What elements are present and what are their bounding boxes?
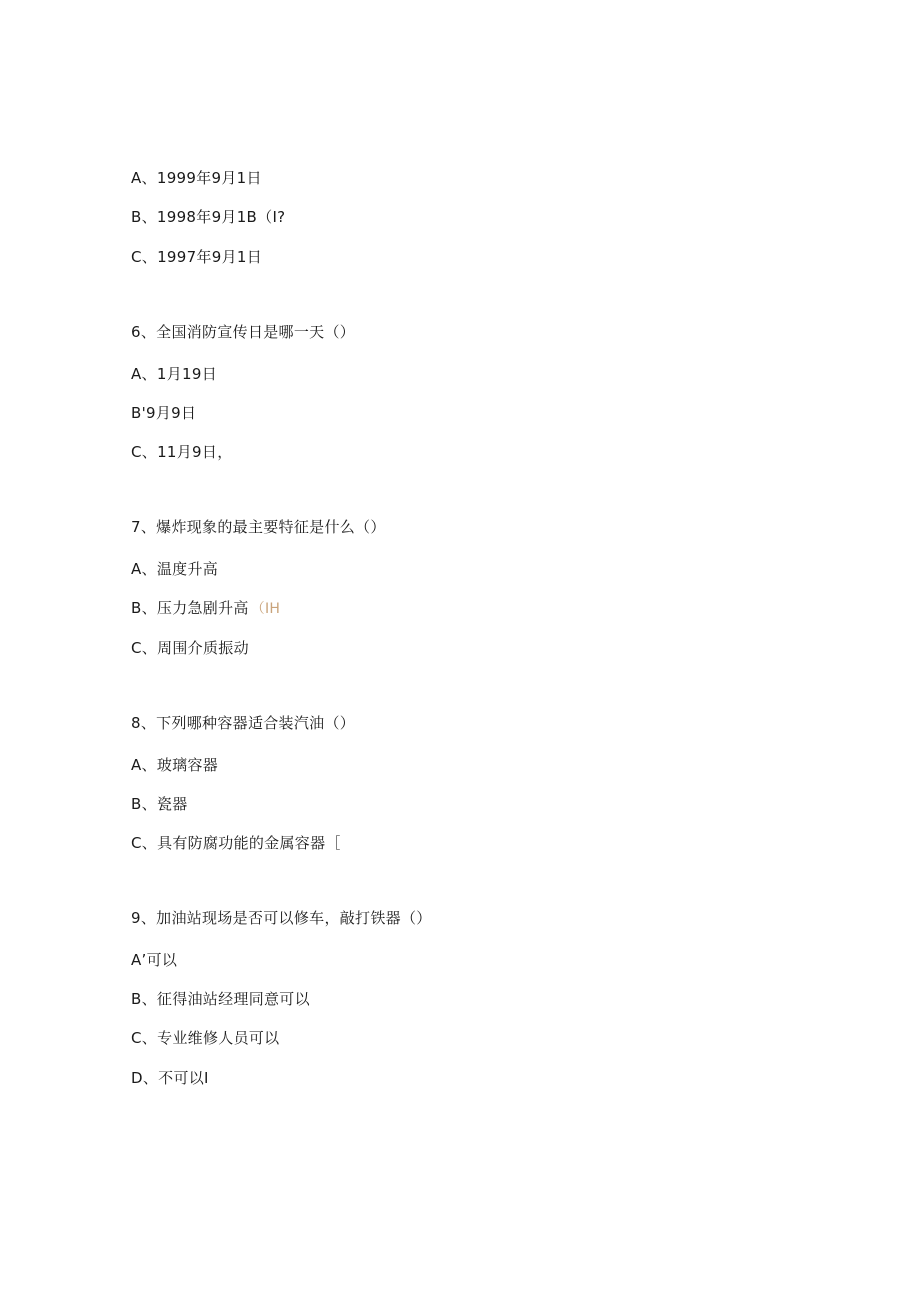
q9-option-a: A’可以: [131, 951, 178, 969]
q5-option-c: C、1997年9月1日: [131, 248, 263, 266]
q6-question: 6、全国消防宣传日是哪一天（）: [131, 323, 356, 341]
q6-option-b: B'9月9日: [131, 404, 197, 422]
answer-mark: （IH: [250, 601, 281, 617]
q8-question: 8、下列哪种容器适合装汽油（）: [131, 714, 356, 732]
q6-option-c: C、11月9日，: [131, 443, 233, 461]
q8-option-a: A、玻璃容器: [131, 756, 219, 774]
q6-option-a: A、1月19日: [131, 365, 217, 383]
q7-option-c: C、周围介质振动: [131, 639, 249, 657]
q8-option-c: C、具有防腐功能的金属容器［: [131, 834, 341, 852]
q8-option-b: B、瓷器: [131, 795, 188, 813]
q7-option-a: A、温度升高: [131, 560, 219, 578]
q7-option-b: B、压力急剧升高: [131, 599, 249, 617]
q5-option-a: A、1999年9月1日: [131, 169, 262, 187]
q9-question: 9、加油站现场是否可以修车，敲打铁器（）: [131, 909, 432, 927]
q9-option-d: D、不可以I: [131, 1069, 209, 1087]
q7-question: 7、爆炸现象的最主要特征是什么（）: [131, 518, 386, 536]
q9-option-b: B、征得油站经理同意可以: [131, 990, 310, 1008]
q7-option-b-row: [131, 598, 280, 619]
q9-option-c: C、专业维修人员可以: [131, 1029, 280, 1047]
q5-option-b: B、1998年9月1B（I?: [131, 208, 286, 226]
